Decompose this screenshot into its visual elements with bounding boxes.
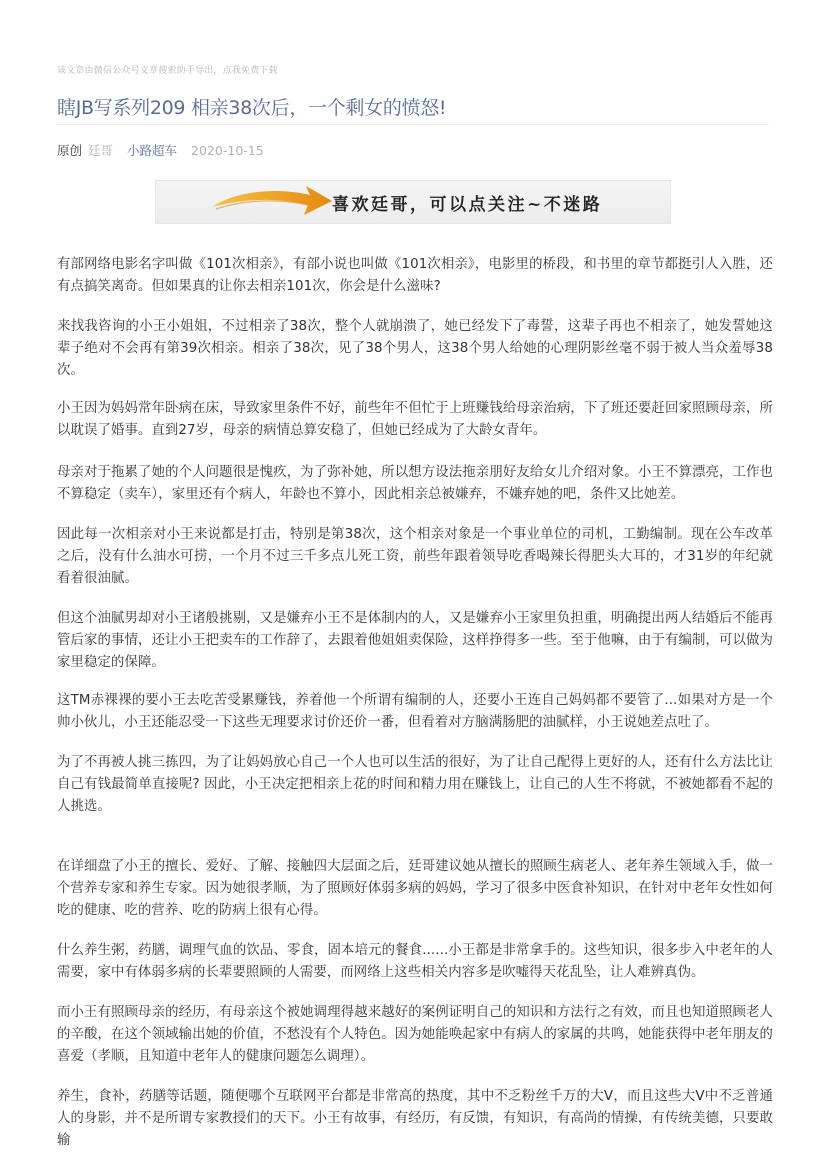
follow-banner: [155, 180, 671, 224]
banner-text: 喜欢廷哥，可以点关注~不迷路: [332, 195, 603, 215]
paragraph: 小王因为妈妈常年卧病在床，导致家里条件不好，前些年不但忙于上班赚钱给母亲治病，下了班还要赶回家照顾母亲，所以耽误了婚事。直到27岁，母亲的病情总算安稳了，但她已经成为了大龄女青年。: [57, 401, 773, 438]
paragraph: 而小王有照顾母亲的经历，有母亲这个被她调理得越来越好的案例证明自己的知识和方法行之有效，而且也知道照顾老人的辛酸，在这个领域输出她的价值，不愁没有个人特色。因为她能唤起家中有病人的家属的共鸣，她能获得中老年朋友的喜爱（孝顺，且知道中老年人的健康问题怎么调理）。: [57, 1005, 773, 1064]
paragraph: 什么养生粥，药膳，调理气血的饮品、零食，固本培元的餐食......小王都是非常拿手的。这些知识，很多步入中老年的人需要，家中有体弱多病的长辈要照顾的人需要，而网络上这些相关内容多是吹嘘得天花乱坠，让人难辨真伪。: [57, 943, 773, 980]
paragraph: 为了不再被人挑三拣四，为了让妈妈放心自己一个人也可以生活的很好，为了让自己配得上更好的人，还有什么方法比让自己有钱最简单直接呢? 因此，小王决定把相亲上花的时间和精力用在赚钱上，让自己的人生不将就，不被她都看不起的人挑选。: [57, 755, 773, 814]
paragraph: 来找我咨询的小王小姐姐，不过相亲了38次，整个人就崩溃了，她已经发下了毒誓，这辈子再也不相亲了，她发誓她这辈子绝对不会再有第39次相亲。相亲了38次，见了38个男人，这38个男人给她的心理阴影丝毫不弱于被人当众羞辱38次。: [57, 319, 773, 378]
paragraph: 但这个油腻男却对小王诸般挑剔，又是嫌弃小王不是体制内的人，又是嫌弃小王家里负担重，明确提出两人结婚后不能再管后家的事情，还让小王把卖车的工作辞了，去跟着他姐姐卖保险，这样挣得多一些。至于他嘛，由于有编制，可以做为家里稳定的保障。: [57, 611, 773, 670]
author-name: 廷哥: [88, 143, 114, 158]
original-label: 原创: [57, 143, 83, 158]
paragraph: 这TM赤裸裸的要小王去吃苦受累赚钱，养着他一个所谓有编制的人，还要小王连自己妈妈都不要管了...如果对方是一个帅小伙儿，小王还能忍受一下这些无理要求讨价还价一番，但看着对方脑满肠肥的油腻样，小王说她差点吐了。: [57, 693, 773, 730]
paragraph: 在详细盘了小王的擅长、爱好、了解、接触四大层面之后，廷哥建议她从擅长的照顾生病老人、老年养生领域入手，做一个营养专家和养生专家。因为她很孝顺，为了照顾好体弱多病的妈妈，学习了很多中医食补知识，在针对中老年女性如何吃的健康、吃的营养、吃的防病上很有心得。: [57, 859, 773, 918]
paragraph: 母亲对于拖累了她的个人问题很是愧疚，为了弥补她，所以想方设法拖亲朋好友给女儿介绍对象。小王不算漂亮，工作也不算稳定（卖车），家里还有个病人，年龄也不算小，因此相亲总被嫌弃，不嫌弃她的吧，条件又比她差。: [57, 465, 773, 502]
account-link[interactable]: 小路超车: [127, 143, 178, 158]
article-meta: [57, 141, 264, 159]
article-title: 瞎JB写系列209 相亲38次后，一个剩女的愤怒!: [57, 97, 447, 119]
publish-date: 2020-10-15: [191, 143, 264, 158]
export-notice-link[interactable]: 该文章由微信公众号文章搜索助手导出，点我免费下载: [57, 66, 278, 76]
paragraph: 有部网络电影名字叫做《101次相亲》，有部小说也叫做《101次相亲》，电影里的桥段，和书里的章节都挺引人入胜，还有点搞笑离奇。但如果真的让你去相亲101次，你会是什么滋味?: [57, 257, 773, 294]
title-divider: [57, 124, 769, 125]
paragraph: 养生，食补，药膳等话题，随便哪个互联网平台都是非常高的热度，其中不乏粉丝千万的大V，而且这些大V中不乏普通人的身影，并不是所谓专家教授们的天下。小王有故事，有经历，有反馈，有知识，有高尚的情操，有传统美德，只要敢输: [57, 1089, 773, 1148]
swoosh-arrow-icon: [206, 183, 336, 223]
paragraph: 因此每一次相亲对小王来说都是打击，特别是第38次，这个相亲对象是一个事业单位的司机，工勤编制。现在公车改革之后，没有什么油水可捞，一个月不过三千多点儿死工资，前些年跟着领导吃香喝辣长得肥头大耳的，才31岁的年纪就看着很油腻。: [57, 527, 773, 586]
